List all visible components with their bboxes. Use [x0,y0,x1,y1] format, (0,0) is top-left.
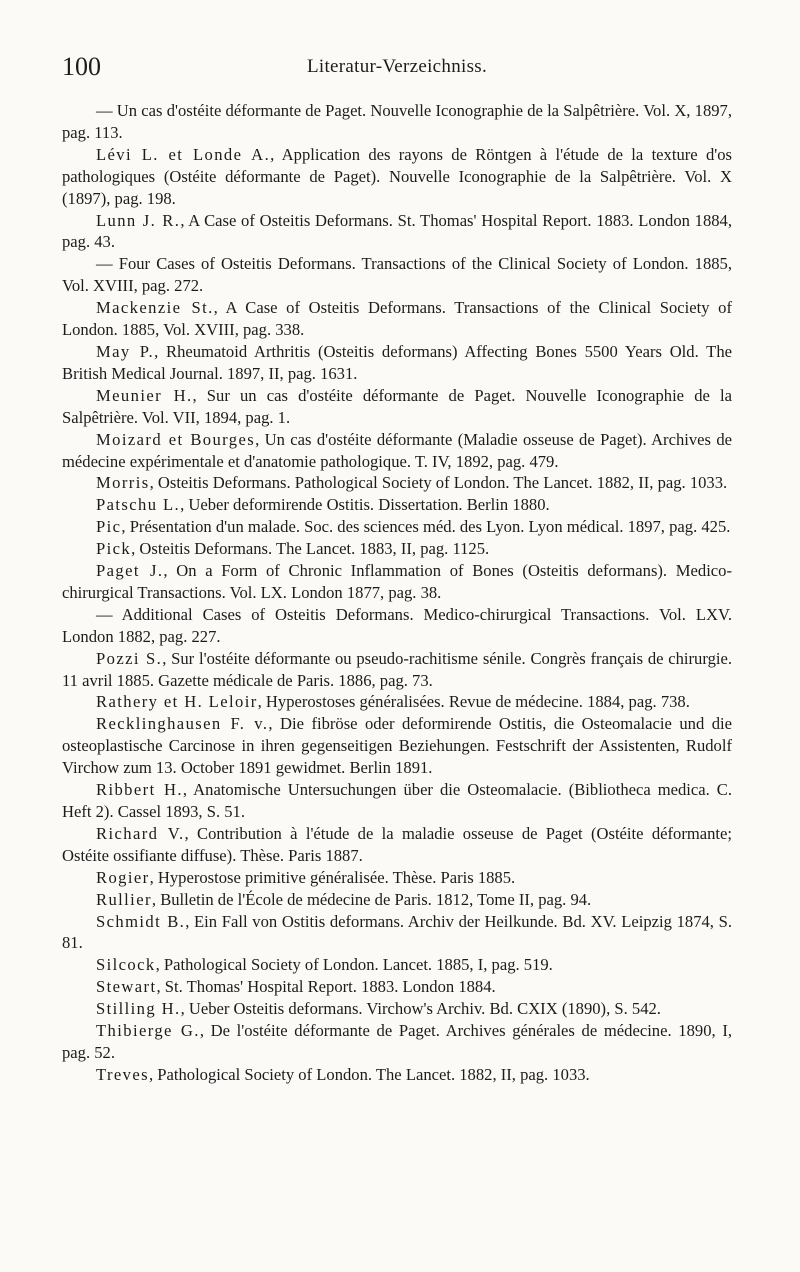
entry-author: Rathery et H. Leloir [96,692,258,712]
page-header [62,50,732,86]
entry-author: Thibierge G. [96,1021,200,1041]
entry-author: Pick [96,539,132,559]
bibliography-entry [62,100,732,144]
entry-text: , Osteitis Deformans. The Lancet. 1883, II, pag. 1125. [131,539,490,559]
entry-text: , Pathological Society of London. Lancet. 1885, I, pag. 519. [155,955,553,975]
bibliography-entry [62,648,732,692]
entry-text: — Un cas d'ostéite déformante de Paget. Nouvelle Iconographie de la Salpêtrière. Vol. X, 1897, pag. 113. [62,101,732,142]
bibliography-entry [62,210,732,254]
bibliography-entry [62,538,732,560]
entry-author: Pic [96,517,122,537]
entry-author: Recklinghausen F. v. [96,714,269,734]
bibliography-entry [62,998,732,1020]
entry-author: Ribbert H. [96,780,183,800]
bibliography-entry [62,429,732,473]
entry-author: Meunier H. [96,385,193,405]
entry-author: Treves [96,1064,149,1084]
entry-text: , Die fibröse oder deformirende Ostitis, die Osteomalacie und die osteoplastische Carcinose in ihren gegenseitigen Beziehungen. Festschrift der Assistenten, Rudolf Virchow zum 13. October 1891 gewidmet. Berlin 1891. [62,714,733,778]
entry-author: Stewart [96,977,157,997]
bibliography-entry [62,889,732,911]
bibliography-entry [62,1020,732,1064]
entry-author: Silcock [96,955,156,975]
entry-text: , St. Thomas' Hospital Report. 1883. London 1884. [156,977,496,997]
entry-author: Rullier [96,889,152,909]
bibliography-entry [62,911,732,955]
bibliography-entry [62,385,732,429]
bibliography-entry [62,1064,732,1086]
bibliography-entry [62,472,732,494]
entry-text: , Osteitis Deformans. Pathological Society of London. The Lancet. 1882, II, pag. 1033. [149,473,728,493]
bibliography-entry [62,713,732,779]
entry-author: Mackenzie St. [96,298,214,318]
bibliography-entry [62,976,732,998]
entry-text: , Application des rayons de Röntgen à l'étude de la texture d'os pathologiques (Ostéite déformante de Paget). Nouvelle Iconographie de la Salpêtrière. Vol. X (1897), pag. 198. [62,144,732,208]
entry-text: , Sur un cas d'ostéite déformante de Paget. Nouvelle Iconographie de la Salpêtrière. Vol. VII, 1894, pag. 1. [62,385,732,427]
entry-text: , On a Form of Chronic Inflammation of Bones (Osteitis deformans). Medico-chirurgical Transactions. Vol. LX. London 1877, pag. 38. [62,561,732,602]
entry-text: , Hyperostoses généralisées. Revue de médecine. 1884, pag. 738. [257,692,690,712]
bibliography-entry [62,253,732,297]
bibliography-entry [62,779,732,823]
entry-text: , A Case of Osteitis Deformans. Transactions of the Clinical Society of London. 1885, Vol. XVIII, pag. 338. [62,298,732,340]
entry-author: May P. [96,341,155,361]
entry-author: Rogier [96,867,150,887]
entry-text: , Contribution à l'étude de la maladie osseuse de Paget (Ostéite déformante; Ostéite ossifiante diffuse). Thèse. Paris 1887. [62,823,732,865]
page-number: 100 [62,52,101,81]
entry-author: Lévi L. et Londe A. [96,144,271,164]
bibliography-entry [62,341,732,385]
entry-text: , Ueber deformirende Ostitis. Dissertation. Berlin 1880. [180,495,550,515]
entry-author: Lunn J. R. [96,210,181,230]
entry-author: Patschu L. [96,495,181,515]
entry-author: Moizard et Bourges [96,429,256,449]
entry-text: , Un cas d'ostéite déformante (Maladie osseuse de Paget). Archives de médecine expérimentale et d'anatomie pathologique. T. IV, 1892, pag. 479. [62,429,732,471]
bibliography-entry [62,560,732,604]
entry-text: , Présentation d'un malade. Soc. des sciences méd. des Lyon. Lyon médical. 1897, pag. 425. [121,517,731,537]
entry-text: , Pathological Society of London. The Lancet. 1882, II, pag. 1033. [148,1064,590,1084]
bibliography-entry [62,823,732,867]
running-title: Literatur-Verzeichniss. [306,56,488,77]
entry-author: Pozzi S. [96,648,163,668]
entry-text: , Ueber Osteitis deformans. Virchow's Archiv. Bd. CXIX (1890), S. 542. [180,999,661,1019]
bibliography-entry [62,144,732,210]
entry-text: , Hyperostose primitive généralisée. Thèse. Paris 1885. [149,867,516,887]
entry-text: — Four Cases of Osteitis Deformans. Transactions of the Clinical Society of London. 1885, Vol. XVIII, pag. 272. [62,254,732,296]
entry-text: , Bulletin de l'École de médecine de Paris. 1812, Tome II, pag. 94. [151,889,592,909]
bibliography-entry [62,516,732,538]
bibliography-entry [62,954,732,976]
entry-text: , De l'ostéite déformante de Paget. Archives générales de médecine. 1890, I, pag. 52. [62,1021,732,1062]
bibliography-entry [62,867,732,889]
entry-text: — Additional Cases of Osteitis Deformans. Medico-chirurgical Transactions. Vol. LXV. London 1882, pag. 227. [62,604,732,646]
bibliography-entry [62,494,732,516]
bibliography-list [62,100,732,1086]
entry-text: , A Case of Osteitis Deformans. St. Thomas' Hospital Report. 1883. London 1884, pag. 43. [62,210,732,252]
bibliography-entry [62,604,732,648]
bibliography-entry [62,297,732,341]
bibliography-entry [62,691,732,713]
entry-text: , Ein Fall von Ostitis deformans. Archiv der Heilkunde. Bd. XV. Leipzig 1874, S. 81. [62,911,732,953]
entry-text: , Anatomische Untersuchungen über die Osteomalacie. (Bibliotheca medica. C. Heft 2). Cassel 1893, S. 51. [62,780,732,821]
entry-author: Paget J. [96,561,164,581]
entry-author: Stilling H. [96,999,181,1019]
entry-author: Morris [96,473,150,493]
entry-author: Richard V. [96,823,185,843]
entry-author: Schmidt B. [96,911,186,931]
entry-text: , Sur l'ostéite déformante ou pseudo-rachitisme sénile. Congrès français de chirurgie. 11 avril 1885. Gazette médicale de Paris. 1886, pag. 73. [62,648,733,690]
entry-text: , Rheumatoid Arthritis (Osteitis deformans) Affecting Bones 5500 Years Old. The British Medical Journal. 1897, II, pag. 1631. [62,341,732,383]
